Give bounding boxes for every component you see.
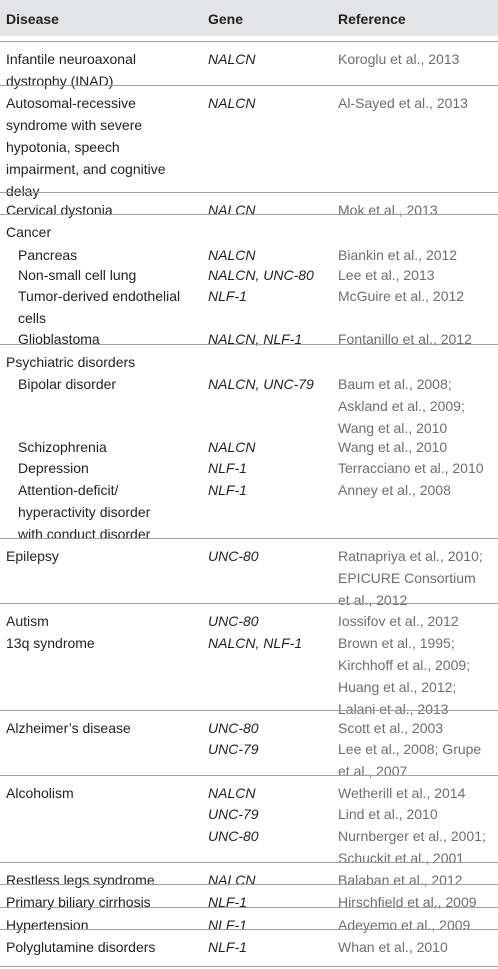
disease-text: Schizophrenia xyxy=(18,439,107,455)
reference-cell xyxy=(338,48,498,70)
disease-text: Polyglutamine disorders xyxy=(6,939,156,955)
reference-text: Adeyemo et al., 2009 xyxy=(338,917,471,933)
disease-cell xyxy=(6,632,202,654)
gene-text: UNC-80 xyxy=(208,720,259,736)
gene-cell xyxy=(208,244,332,266)
reference-text: Hirschfield et al., 2009 xyxy=(338,894,477,910)
disease-text: with conduct disorder xyxy=(18,526,151,542)
table-row xyxy=(0,907,498,933)
reference-text: Schuckit et al., 2001 xyxy=(338,850,465,866)
disease-text: Hypertension xyxy=(6,917,89,933)
reference-text: Al-Sayed et al., 2013 xyxy=(338,95,468,111)
gene-cell xyxy=(208,825,332,847)
disease-text: cells xyxy=(18,310,47,326)
disease-text: Epilepsy xyxy=(6,548,59,564)
table-row xyxy=(0,710,498,736)
disease-text: hyperactivity disorder xyxy=(18,504,151,520)
reference-cell xyxy=(338,373,498,439)
reference-text: Wang et al., 2010 xyxy=(338,420,448,436)
disease-text: Glioblastoma xyxy=(18,331,100,347)
disease-cell xyxy=(6,782,202,804)
header-reference: Reference xyxy=(338,11,406,27)
reference-text: Whan et al., 2010 xyxy=(338,939,448,955)
gene-cell xyxy=(208,92,332,114)
reference-text: Balaban et al., 2012 xyxy=(338,872,463,888)
disease-cell xyxy=(6,221,202,243)
reference-text: et al., 2007 xyxy=(338,763,408,779)
disease-cell xyxy=(6,610,202,632)
reference-cell xyxy=(338,457,498,479)
gene-text: NALCN, UNC-80 xyxy=(208,267,314,283)
reference-cell xyxy=(338,717,498,739)
gene-cell xyxy=(208,545,332,567)
reference-text: Mok et al., 2013 xyxy=(338,202,438,218)
reference-text: EPICURE Consortium xyxy=(338,570,476,586)
table-row xyxy=(0,603,498,629)
disease-cell xyxy=(6,936,202,958)
disease-text: Depression xyxy=(18,460,89,476)
disease-text: Bipolar disorder xyxy=(18,376,117,392)
disease-text: Restless legs syndrome xyxy=(6,872,155,888)
reference-text: Terracciano et al., 2010 xyxy=(338,460,484,476)
reference-text: et al., 2012 xyxy=(338,592,408,608)
disease-text: Non-small cell lung xyxy=(18,267,137,283)
gene-text: NLF-1 xyxy=(208,482,247,498)
reference-text: Anney et al., 2008 xyxy=(338,482,451,498)
gene-text: NALCN xyxy=(208,785,256,801)
table-row xyxy=(0,775,498,801)
disease-text: Autism xyxy=(6,613,49,629)
reference-cell xyxy=(338,545,498,611)
gene-text: UNC-80 xyxy=(208,548,259,564)
gene-text: UNC-79 xyxy=(208,806,259,822)
gene-cell xyxy=(208,479,332,501)
disease-cell xyxy=(18,457,202,479)
reference-text: Fontanillo et al., 2012 xyxy=(338,331,472,347)
disease-text: Tumor-derived endothelial xyxy=(18,288,181,304)
disease-cell xyxy=(6,717,202,739)
table-row xyxy=(0,192,498,218)
disease-text: Alzheimer’s disease xyxy=(6,720,131,736)
gene-text: NLF-1 xyxy=(208,917,247,933)
gene-text: NLF-1 xyxy=(208,939,247,955)
gene-text: NALCN xyxy=(208,872,256,888)
gene-text: NALCN, NLF-1 xyxy=(208,635,303,651)
gene-cell xyxy=(208,738,332,760)
disease-cell xyxy=(6,351,202,373)
disease-cell xyxy=(18,244,202,266)
reference-cell xyxy=(338,610,498,632)
gene-cell xyxy=(208,285,332,307)
gene-cell xyxy=(208,936,332,958)
disease-text: Cervical dystonia xyxy=(6,202,113,218)
reference-text: Iossifov et al., 2012 xyxy=(338,613,459,629)
gene-cell xyxy=(208,264,332,286)
reference-text: Lee et al., 2008; Grupe xyxy=(338,741,482,757)
table-row xyxy=(0,41,498,89)
gene-text: NALCN xyxy=(208,202,256,218)
gene-text: UNC-79 xyxy=(208,741,259,757)
disease-text: Primary biliary cirrhosis xyxy=(6,894,151,910)
reference-cell xyxy=(338,264,498,286)
reference-text: McGuire et al., 2012 xyxy=(338,288,465,304)
disease-cell xyxy=(18,436,202,458)
reference-text: Baum et al., 2008; xyxy=(338,376,452,392)
reference-text: Lalani et al., 2013 xyxy=(338,701,449,717)
disease-cell xyxy=(18,264,202,286)
disease-text: impairment, and cognitive xyxy=(6,161,166,177)
disease-text: 13q syndrome xyxy=(6,635,95,651)
gene-cell xyxy=(208,803,332,825)
disease-text: Infantile neuroaxonal xyxy=(6,51,136,67)
gene-cell xyxy=(208,782,332,804)
table-row xyxy=(0,344,498,370)
disease-text: Cancer xyxy=(6,224,52,240)
header-disease: Disease xyxy=(6,11,59,27)
reference-cell xyxy=(338,244,498,266)
reference-text: Ratnapriya et al., 2010; xyxy=(338,548,483,564)
reference-text: Kirchhoff et al., 2009; xyxy=(338,657,471,673)
reference-cell xyxy=(338,936,498,958)
gene-text: NALCN, UNC-79 xyxy=(208,376,314,392)
reference-text: Huang et al., 2012; xyxy=(338,679,457,695)
disease-text: Autosomal-recessive xyxy=(6,95,136,111)
gene-text: NLF-1 xyxy=(208,288,247,304)
gene-text: NALCN xyxy=(208,247,256,263)
table-row xyxy=(0,884,498,910)
reference-cell xyxy=(338,285,498,307)
gene-text: NALCN xyxy=(208,51,256,67)
reference-text: Nurnberger et al., 2001; xyxy=(338,828,486,844)
gene-text: NALCN, NLF-1 xyxy=(208,331,303,347)
disease-cell xyxy=(18,479,202,545)
gene-text: NLF-1 xyxy=(208,894,247,910)
reference-text: Askland et al., 2009; xyxy=(338,398,465,414)
gene-text: UNC-80 xyxy=(208,828,259,844)
gene-text: NLF-1 xyxy=(208,460,247,476)
gene-cell xyxy=(208,373,332,395)
disease-text: Attention-deficit/ xyxy=(18,482,119,498)
reference-cell xyxy=(338,92,498,114)
reference-text: Lind et al., 2010 xyxy=(338,806,438,822)
disease-cell xyxy=(6,92,202,202)
reference-cell xyxy=(338,782,498,804)
gene-cell xyxy=(208,48,332,70)
table-row xyxy=(0,862,498,888)
gene-cell xyxy=(208,610,332,632)
table-bottom-rule xyxy=(0,966,498,967)
reference-cell xyxy=(338,632,498,720)
gene-text: NALCN xyxy=(208,439,256,455)
disease-text: Pancreas xyxy=(18,247,78,263)
table-row xyxy=(0,85,498,199)
disease-text: delay xyxy=(6,183,40,199)
disease-cell xyxy=(18,373,202,395)
gene-cell xyxy=(208,436,332,458)
header-gene: Gene xyxy=(208,11,244,27)
gene-text: NALCN xyxy=(208,95,256,111)
table-row xyxy=(0,214,498,240)
reference-cell xyxy=(338,436,498,458)
table-row xyxy=(0,929,498,955)
disease-text: hypotonia, speech xyxy=(6,139,120,155)
gene-cell xyxy=(208,632,332,654)
reference-text: Wetherill et al., 2014 xyxy=(338,785,466,801)
reference-text: Brown et al., 1995; xyxy=(338,635,455,651)
disease-cell xyxy=(6,545,202,567)
reference-text: Biankin et al., 2012 xyxy=(338,247,458,263)
table-header xyxy=(0,0,498,36)
table-row xyxy=(0,538,498,608)
reference-text: Koroglu et al., 2013 xyxy=(338,51,460,67)
reference-text: Scott et al., 2003 xyxy=(338,720,444,736)
disease-text: Psychiatric disorders xyxy=(6,354,136,370)
reference-text: Wang et al., 2010 xyxy=(338,439,448,455)
disease-text: dystrophy (INAD) xyxy=(6,73,114,89)
gene-cell xyxy=(208,717,332,739)
disease-text: syndrome with severe xyxy=(6,117,143,133)
reference-cell xyxy=(338,803,498,825)
disease-cell xyxy=(18,285,202,329)
gene-text: UNC-80 xyxy=(208,613,259,629)
gene-cell xyxy=(208,457,332,479)
reference-cell xyxy=(338,479,498,501)
reference-text: Lee et al., 2013 xyxy=(338,267,435,283)
disease-text: Alcoholism xyxy=(6,785,74,801)
